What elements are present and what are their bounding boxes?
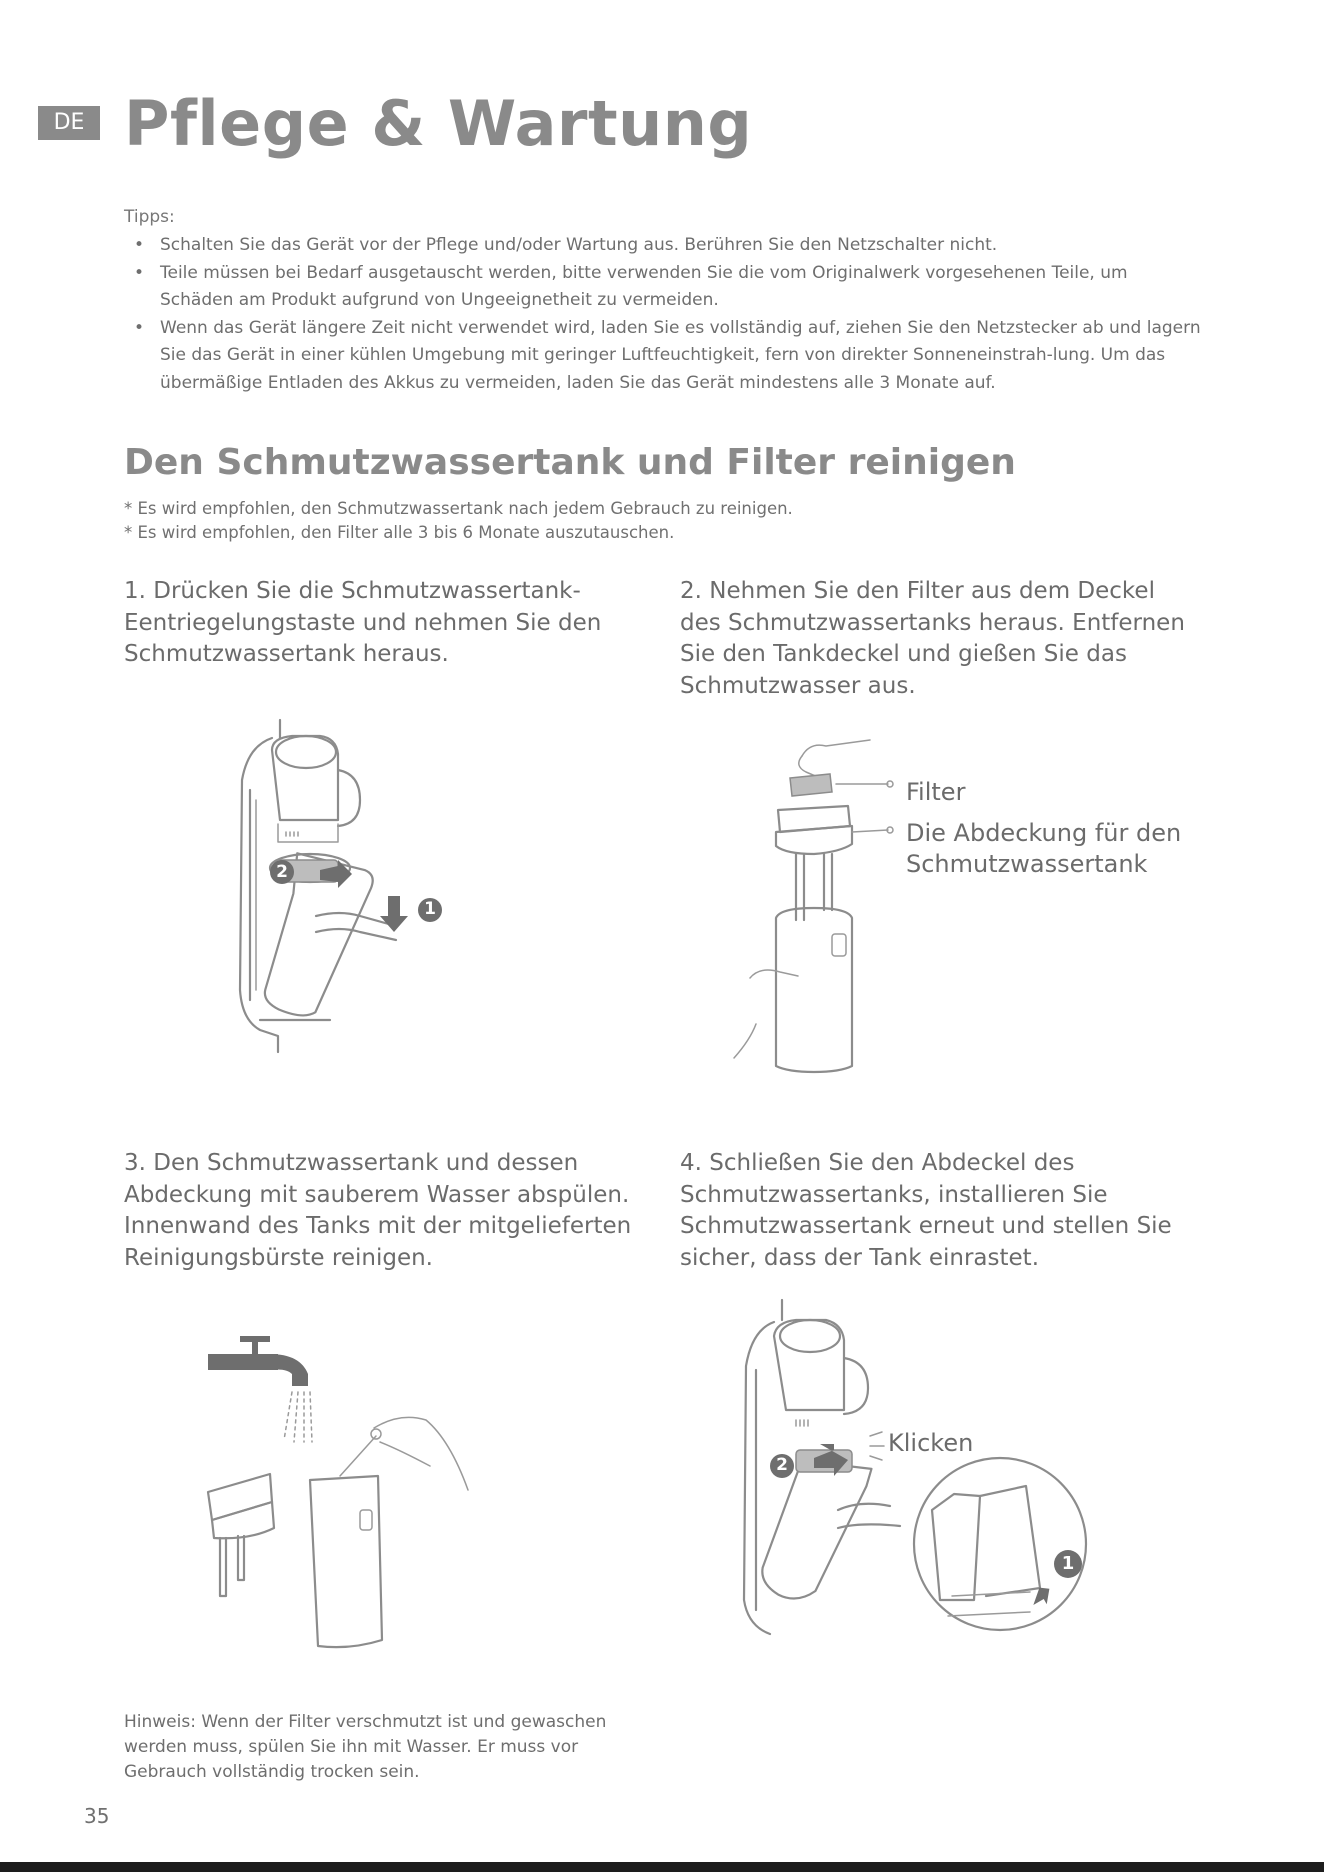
callout-cover: Die Abdeckung für den Schmutzwassertank — [906, 819, 1182, 878]
illustration-rinse — [200, 1330, 520, 1660]
illustration-remove-tank — [220, 720, 480, 1060]
page-title: Pflege & Wartung — [124, 87, 753, 160]
tips-label: Tipps: — [124, 207, 175, 227]
tip-item: • Teile müssen bei Bedarf ausgetauscht werden, bitte verwenden Sie die vom Originalwerk vorgesehenen Teile, um Schäden am Produkt aufgrund von Ungeeignetheit zu vermeiden. — [124, 260, 1204, 315]
step-number-2: 2 — [776, 1455, 788, 1475]
page-number: 35 — [84, 1804, 110, 1828]
tip-item: • Wenn das Gerät längere Zeit nicht verwendet wird, laden Sie es vollständig auf, ziehen Sie den Netzstecker ab und lagern Sie das Gerät in einer kühlen Umgebung mit geringer Luftfeuchtigkeit, fern von direkter Sonneneinstrah-lung. Um das übermäßige Entladen des Akkus zu vermeiden, laden Sie das Gerät mindestens alle 3 Monate auf. — [124, 315, 1204, 398]
step-1-text: 1. Drücken Sie die Schmutzwassertank-Eentriegelungstaste und nehmen Sie den Schmutzwassertank heraus. — [124, 578, 602, 667]
tip-item: • Schalten Sie das Gerät vor der Pflege und/oder Wartung aus. Berühren Sie den Netzschalter nicht. — [124, 232, 1204, 260]
section-note: * Es wird empfohlen, den Filter alle 3 bis 6 Monate auszutauschen. — [124, 523, 675, 542]
step-3-text: 3. Den Schmutzwassertank und dessen Abdeckung mit sauberem Wasser abspülen. Innenwand des Tanks mit der mitgelieferten Reinigungsbürste reinigen. — [124, 1150, 632, 1271]
bottom-rule — [0, 1862, 1324, 1872]
section-note: * Es wird empfohlen, den Schmutzwassertank nach jedem Gebrauch zu reinigen. — [124, 499, 793, 518]
hint-text: Hinweis: Wenn der Filter verschmutzt ist und gewaschen werden muss, spülen Sie ihn mit Wasser. Er muss vor Gebrauch vollständig trocken sein. — [124, 1712, 607, 1782]
tips-list — [124, 232, 1204, 397]
section-title: Den Schmutzwassertank und Filter reinigen — [124, 442, 1016, 483]
language-badge: DE — [38, 106, 100, 140]
illustration-filter-cover — [720, 740, 920, 1070]
step-2-text: 2. Nehmen Sie den Filter aus dem Deckel des Schmutzwassertanks heraus. Entfernen Sie den Tankdeckel und gießen Sie das Schmutzwasser aus. — [680, 578, 1185, 699]
step-number-2: 2 — [276, 862, 288, 882]
callout-click: Klicken — [888, 1429, 974, 1457]
callout-filter: Filter — [906, 778, 966, 806]
step-number-1: 1 — [1061, 1553, 1075, 1574]
step-4-text: 4. Schließen Sie den Abdeckel des Schmutzwassertanks, installieren Sie Schmutzwassertank erneut und stellen Sie sicher, dass der Tank einrastet. — [680, 1150, 1172, 1271]
step-number-1: 1 — [424, 899, 436, 919]
